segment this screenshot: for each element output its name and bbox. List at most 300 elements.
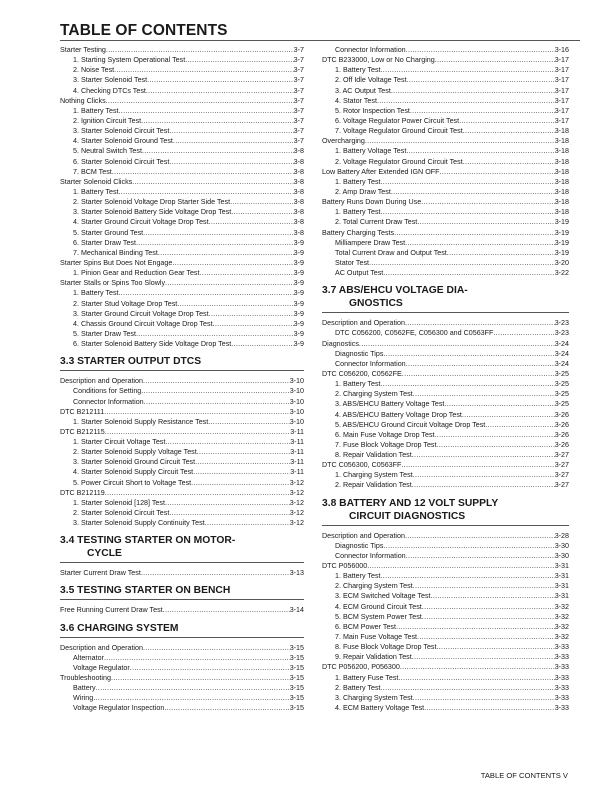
toc-entry[interactable] [322, 146, 569, 156]
dot-leader [106, 45, 294, 55]
dot-leader [421, 197, 554, 207]
dot-leader [141, 568, 290, 578]
toc-entry[interactable] [60, 288, 304, 298]
toc-entry-title: Milliampere Draw Test [335, 238, 406, 247]
toc-entry[interactable] [60, 488, 304, 498]
toc-page-number: 3-18 [554, 127, 569, 136]
toc-entry[interactable] [322, 703, 569, 713]
toc-entry[interactable] [322, 167, 569, 177]
dot-leader [381, 571, 555, 581]
toc-entry[interactable] [322, 551, 569, 561]
dot-leader [417, 632, 555, 642]
toc-entry[interactable] [60, 407, 304, 417]
toc-page-number: 3-15 [289, 694, 304, 703]
dot-leader [205, 518, 290, 528]
toc-page-number: 3-17 [554, 66, 569, 75]
dot-leader [142, 146, 294, 156]
toc-page-number: 3-8 [293, 157, 304, 166]
toc-entry-title: Diagnostics [322, 339, 359, 348]
toc-entry[interactable] [322, 541, 569, 551]
toc-page-number: 3-9 [293, 329, 304, 338]
toc-entry-title: 7. BCM Test [73, 167, 112, 176]
dot-leader [163, 605, 290, 615]
dot-leader [169, 157, 293, 167]
toc-entry[interactable] [60, 437, 304, 447]
toc-entry-title: 2. Repair Validation Test [335, 481, 412, 490]
toc-page-number: 3-15 [289, 653, 304, 662]
toc-entry[interactable] [60, 136, 304, 146]
dot-leader [459, 116, 555, 126]
toc-entry-title: Starter Spins But Does Not Engage [60, 258, 173, 267]
toc-entry-title: 4. Stator Test [335, 96, 377, 105]
toc-entry[interactable] [322, 238, 569, 248]
toc-entry[interactable] [60, 457, 304, 467]
dot-leader [193, 467, 290, 477]
toc-entry[interactable] [60, 386, 304, 396]
toc-page-number: 3-7 [293, 137, 304, 146]
toc-entry[interactable] [322, 248, 569, 258]
toc-entry-title: 1. Charging System Test [335, 471, 413, 480]
section-heading [60, 355, 304, 371]
toc-entry[interactable] [322, 460, 569, 470]
toc-entry-title: 2. Off Idle Voltage Test [335, 76, 407, 85]
toc-entry[interactable] [322, 126, 569, 136]
toc-page-number: 3-9 [293, 340, 304, 349]
toc-page-number: 3-26 [554, 440, 569, 449]
toc-page-number: 3-9 [293, 299, 304, 308]
dot-leader [197, 447, 291, 457]
toc-page-number: 3-33 [554, 704, 569, 713]
dot-leader [383, 268, 554, 278]
title-divider [60, 40, 580, 41]
dot-leader [231, 207, 293, 217]
dot-leader [381, 65, 555, 75]
toc-entry[interactable] [60, 518, 304, 528]
toc-page-number: 3-17 [554, 86, 569, 95]
toc-entry[interactable] [322, 228, 569, 238]
toc-page-number: 3-7 [293, 46, 304, 54]
toc-page-number: 3-8 [293, 218, 304, 227]
toc-entry[interactable] [322, 258, 569, 268]
toc-page-number: 3-8 [293, 147, 304, 156]
toc-column-left [60, 45, 304, 714]
toc-entry[interactable] [322, 318, 569, 328]
toc-entry-title: 1. Battery Test [73, 187, 119, 196]
toc-entry[interactable] [322, 440, 569, 450]
toc-entry[interactable] [60, 248, 304, 258]
dot-leader [104, 653, 290, 663]
toc-page-number: 3-31 [554, 582, 569, 591]
toc-entry-title: 1. Battery Voltage Test [335, 147, 407, 156]
toc-entry-title: Overcharging [322, 137, 365, 146]
toc-page-number: 3-31 [554, 592, 569, 601]
dot-leader [436, 440, 554, 450]
dot-leader [381, 207, 555, 217]
toc-entry-title: 2. Total Current Draw Test [335, 218, 418, 227]
toc-page-number: 3-7 [293, 106, 304, 115]
dot-leader [463, 126, 555, 136]
toc-page-number: 3-15 [289, 674, 304, 683]
toc-entry[interactable] [60, 478, 304, 488]
toc-entry[interactable] [60, 45, 304, 55]
dot-leader [424, 703, 555, 713]
toc-entry[interactable] [322, 136, 569, 146]
toc-entry[interactable] [60, 299, 304, 309]
toc-entry[interactable] [322, 693, 569, 703]
toc-page-number: 3-28 [554, 531, 569, 540]
toc-entry[interactable] [60, 217, 304, 227]
toc-page-number: 3-10 [289, 377, 304, 386]
toc-entry-title: DTC B212111 [60, 407, 105, 416]
toc-page-number: 3-24 [554, 339, 569, 348]
dot-leader [381, 683, 555, 693]
dot-leader [413, 693, 555, 703]
toc-entry-title: 1. Battery Test [335, 177, 381, 186]
toc-entry[interactable] [60, 417, 304, 427]
dot-leader [381, 379, 555, 389]
toc-entry-title: 3. Starter Solenoid Battery Side Voltage Drop Test [73, 208, 232, 217]
toc-entry[interactable] [60, 703, 304, 713]
dot-leader [119, 288, 294, 298]
dot-leader [114, 65, 294, 75]
toc-page-number: 3-30 [554, 551, 569, 560]
toc-entry[interactable] [60, 498, 304, 508]
toc-entry[interactable] [322, 86, 569, 96]
section-heading-line: 3.7 ABS/EHCU VOLTAGE DIA- [322, 285, 468, 297]
toc-entry[interactable] [60, 319, 304, 329]
toc-page-number: 3-16 [554, 46, 569, 54]
toc-entry-title: 2. Voltage Regulator Ground Circuit Test [335, 157, 463, 166]
toc-page-number: 3-11 [290, 448, 304, 457]
toc-entry[interactable] [322, 106, 569, 116]
toc-page-number: 3-7 [293, 127, 304, 136]
toc-entry[interactable] [322, 45, 569, 55]
toc-entry[interactable] [60, 207, 304, 217]
dot-leader [396, 622, 555, 632]
dot-leader [208, 417, 289, 427]
toc-entry[interactable] [60, 427, 304, 437]
toc-entry[interactable] [322, 75, 569, 85]
toc-page-number: 3-33 [554, 683, 569, 692]
dot-leader [119, 187, 294, 197]
dot-leader [381, 177, 555, 187]
toc-entry[interactable] [60, 116, 304, 126]
toc-entry[interactable] [60, 467, 304, 477]
toc-entry-title: Connector Information [335, 359, 406, 368]
toc-entry[interactable] [322, 450, 569, 460]
toc-page-number: 3-32 [554, 602, 569, 611]
toc-entry[interactable] [60, 397, 304, 407]
toc-entry[interactable] [60, 605, 304, 615]
dot-leader [485, 420, 554, 430]
dot-leader [436, 642, 554, 652]
dot-leader [96, 683, 290, 693]
toc-entry[interactable] [60, 157, 304, 167]
toc-entry-title: 8. Fuse Block Voltage Drop Test [335, 643, 437, 652]
toc-entry[interactable] [322, 157, 569, 167]
section-heading-line: GNOSTICS [349, 298, 403, 310]
toc-page-number: 3-11 [290, 427, 304, 436]
toc-entry-title: 2. Starter Solenoid Supply Voltage Test [73, 448, 197, 457]
toc-page-number: 3-15 [289, 684, 304, 693]
toc-page-number: 3-15 [289, 704, 304, 713]
toc-entry[interactable] [322, 561, 569, 571]
toc-entry[interactable] [322, 420, 569, 430]
toc-entry[interactable] [60, 663, 304, 673]
toc-entry-title: Description and Operation [60, 377, 143, 386]
toc-page-number: 3-12 [289, 488, 304, 497]
dot-leader [130, 663, 290, 673]
toc-entry[interactable] [322, 430, 569, 440]
toc-entry-title: 1. Starter Solenoid [128] Test [73, 498, 165, 507]
toc-entry[interactable] [60, 238, 304, 248]
toc-entry[interactable] [322, 65, 569, 75]
toc-entry[interactable] [322, 389, 569, 399]
toc-entry[interactable] [60, 309, 304, 319]
toc-entry[interactable] [60, 683, 304, 693]
toc-page-number: 3-33 [554, 673, 569, 682]
section-heading [60, 622, 304, 638]
toc-page-number: 3-18 [554, 187, 569, 196]
toc-entry[interactable] [322, 622, 569, 632]
toc-page-number: 3-27 [554, 481, 569, 490]
toc-entry-title: 3. ECM Switched Voltage Test [335, 592, 431, 601]
toc-entry[interactable] [60, 146, 304, 156]
dot-leader [406, 146, 554, 156]
toc-page-number: 3-8 [293, 177, 304, 186]
toc-entry[interactable] [60, 643, 304, 653]
toc-entry-title: Connector Information [73, 397, 144, 406]
dot-leader [141, 116, 294, 126]
dot-leader [369, 258, 555, 268]
toc-entry[interactable] [322, 339, 569, 349]
toc-entry-title: DTC P056000 [322, 562, 368, 571]
toc-entry-title: 8. Repair Validation Test [335, 451, 412, 460]
toc-entry[interactable] [322, 116, 569, 126]
dot-leader [106, 96, 294, 106]
toc-entry[interactable] [60, 339, 304, 349]
toc-entry[interactable] [322, 683, 569, 693]
toc-entry[interactable] [322, 410, 569, 420]
toc-entry[interactable] [60, 106, 304, 116]
toc-entry[interactable] [322, 571, 569, 581]
toc-entry[interactable] [322, 177, 569, 187]
section-heading-line: 3.5 TESTING STARTER ON BENCH [60, 585, 231, 597]
toc-entry-title: 2. Battery Test [335, 683, 381, 692]
toc-entry-title: 1. Battery Test [335, 572, 381, 581]
toc-entry[interactable] [60, 258, 304, 268]
toc-page-number: 3-9 [293, 309, 304, 318]
toc-entry[interactable] [322, 349, 569, 359]
toc-page-number: 3-17 [554, 56, 569, 65]
toc-entry[interactable] [322, 268, 569, 278]
dot-leader [400, 662, 555, 672]
dot-leader [144, 397, 290, 407]
toc-page-number: 3-8 [293, 198, 304, 207]
dot-leader [401, 460, 554, 470]
toc-entry-title: 1. Battery Test [335, 208, 381, 217]
toc-page-number: 3-31 [554, 562, 569, 571]
dot-leader [405, 318, 555, 328]
toc-entry-title: 4. Chassis Ground Circuit Voltage Drop Test [73, 319, 213, 328]
toc-entry[interactable] [322, 217, 569, 227]
toc-entry-title: 4. ABS/EHCU Battery Voltage Drop Test [335, 410, 462, 419]
toc-page-number: 3-7 [293, 116, 304, 125]
toc-page-number: 3-11 [290, 438, 304, 447]
toc-entry[interactable] [322, 197, 569, 207]
toc-page-number: 3-23 [554, 319, 569, 328]
toc-page-number: 3-8 [293, 187, 304, 196]
dot-leader [195, 457, 290, 467]
toc-entry-title: 5. Starter Draw Test [73, 329, 136, 338]
toc-entry-title: 7. Fuse Block Voltage Drop Test [335, 440, 437, 449]
toc-entry[interactable] [322, 632, 569, 642]
toc-entry[interactable] [60, 86, 304, 96]
dot-leader [112, 167, 294, 177]
toc-page-number: 3-12 [289, 478, 304, 487]
dot-leader [143, 643, 290, 653]
toc-entry[interactable] [60, 126, 304, 136]
toc-entry[interactable] [322, 673, 569, 683]
toc-entry[interactable] [322, 470, 569, 480]
toc-page-number: 3-14 [289, 606, 304, 615]
toc-page-number: 3-8 [293, 208, 304, 217]
toc-entry-title: DTC B212119 [60, 488, 105, 497]
toc-entry-title: 1. Battery Test [335, 66, 381, 75]
toc-entry[interactable] [322, 399, 569, 409]
toc-page-number: 3-9 [293, 238, 304, 247]
toc-page-number: 3-9 [293, 269, 304, 278]
toc-entry[interactable] [60, 96, 304, 106]
dot-leader [172, 258, 293, 268]
toc-page-number: 3-8 [293, 167, 304, 176]
toc-entry-title: 6. Starter Solenoid Battery Side Voltage Drop Test [73, 340, 232, 349]
toc-entry[interactable] [322, 55, 569, 65]
toc-entry[interactable] [60, 329, 304, 339]
toc-entry[interactable] [60, 167, 304, 177]
toc-entry[interactable] [322, 359, 569, 369]
toc-entry-title: 4. Starter Ground Circuit Voltage Drop Test [73, 218, 209, 227]
dot-leader [185, 55, 293, 65]
toc-entry[interactable] [60, 65, 304, 75]
dot-leader [431, 591, 555, 601]
toc-entry[interactable] [60, 568, 304, 578]
toc-entry[interactable] [322, 207, 569, 217]
toc-entry[interactable] [322, 652, 569, 662]
toc-entry[interactable] [60, 268, 304, 278]
toc-entry-title: 1. Battery Fuse Test [335, 673, 399, 682]
toc-entry[interactable] [322, 602, 569, 612]
toc-entry[interactable] [322, 328, 569, 338]
toc-entry[interactable] [60, 197, 304, 207]
toc-entry[interactable] [322, 369, 569, 379]
toc-entry-title: 2. Amp Draw Test [335, 187, 391, 196]
toc-entry-title: 4. ECM Battery Voltage Test [335, 704, 425, 713]
toc-entry-title: DTC C056300, C0563FF [322, 461, 402, 470]
section-heading-line: CIRCUIT DIAGNOSTICS [349, 510, 466, 522]
dot-leader [412, 652, 555, 662]
toc-page-number: 3-12 [289, 509, 304, 518]
toc-entry[interactable] [60, 177, 304, 187]
toc-entry[interactable] [322, 612, 569, 622]
toc-entry[interactable] [60, 447, 304, 457]
toc-entry-title: 2. Charging System Test [335, 390, 413, 399]
dot-leader [230, 197, 294, 207]
toc-entry-title: 6. Voltage Regulator Power Circuit Test [335, 116, 460, 125]
toc-entry[interactable] [322, 642, 569, 652]
toc-entry[interactable] [60, 508, 304, 518]
toc-entry[interactable] [322, 581, 569, 591]
dot-leader [413, 581, 555, 591]
toc-entry[interactable] [60, 278, 304, 288]
toc-entry[interactable] [322, 480, 569, 490]
toc-page-number: 3-10 [289, 397, 304, 406]
toc-entry[interactable] [322, 96, 569, 106]
dot-leader [164, 703, 289, 713]
dot-leader [165, 278, 294, 288]
toc-entry[interactable] [322, 662, 569, 672]
toc-page-number: 3-17 [554, 106, 569, 115]
toc-entry[interactable] [60, 693, 304, 703]
toc-entry-title: 4. Checking DTCs Test [73, 86, 146, 95]
toc-entry[interactable] [322, 591, 569, 601]
toc-entry-title: Conditions for Setting [73, 387, 142, 396]
toc-page-number: 3-30 [554, 541, 569, 550]
toc-page-number: 3-9 [293, 279, 304, 288]
toc-entry[interactable] [322, 531, 569, 541]
toc-entry[interactable] [60, 653, 304, 663]
dot-leader [132, 177, 293, 187]
toc-entry[interactable] [60, 376, 304, 386]
dot-leader [435, 430, 555, 440]
toc-entry[interactable] [322, 379, 569, 389]
dot-leader [422, 612, 555, 622]
toc-entry-title: 5. Starter Ground Test [73, 228, 144, 237]
toc-page-number: 3-18 [554, 177, 569, 186]
toc-entry[interactable] [322, 187, 569, 197]
toc-entry-title: Battery [73, 684, 96, 693]
section-heading [60, 534, 304, 563]
toc-entry-title: Connector Information [335, 551, 406, 560]
dot-leader [422, 602, 555, 612]
toc-entry-title: Troubleshooting [60, 674, 111, 683]
dot-leader [383, 349, 554, 359]
toc-entry[interactable] [60, 228, 304, 238]
toc-entry[interactable] [60, 55, 304, 65]
toc-page-number: 3-19 [554, 218, 569, 227]
toc-entry-title: Starter Solenoid Clicks [60, 177, 133, 186]
toc-page-number: 3-9 [293, 319, 304, 328]
dot-leader [413, 389, 555, 399]
dot-leader [177, 299, 293, 309]
toc-entry-title: DTC P056200, P056300 [322, 663, 400, 672]
toc-entry-title: 3. Starter Solenoid Test [73, 76, 148, 85]
toc-entry[interactable] [60, 673, 304, 683]
toc-entry-title: 3. Starter Solenoid Circuit Test [73, 127, 170, 136]
dot-leader [173, 136, 294, 146]
toc-entry-title: 5. Power Circuit Short to Voltage Test [73, 478, 192, 487]
dot-leader [143, 376, 290, 386]
toc-entry[interactable] [60, 75, 304, 85]
section-heading-line: 3.3 STARTER OUTPUT DTCS [60, 356, 202, 368]
dot-leader [405, 238, 555, 248]
toc-entry-title: 5. BCM System Power Test [335, 612, 422, 621]
toc-entry[interactable] [60, 187, 304, 197]
dot-leader [406, 45, 555, 55]
dot-leader [165, 437, 290, 447]
dot-leader [405, 531, 555, 541]
toc-page-number: 3-18 [554, 147, 569, 156]
